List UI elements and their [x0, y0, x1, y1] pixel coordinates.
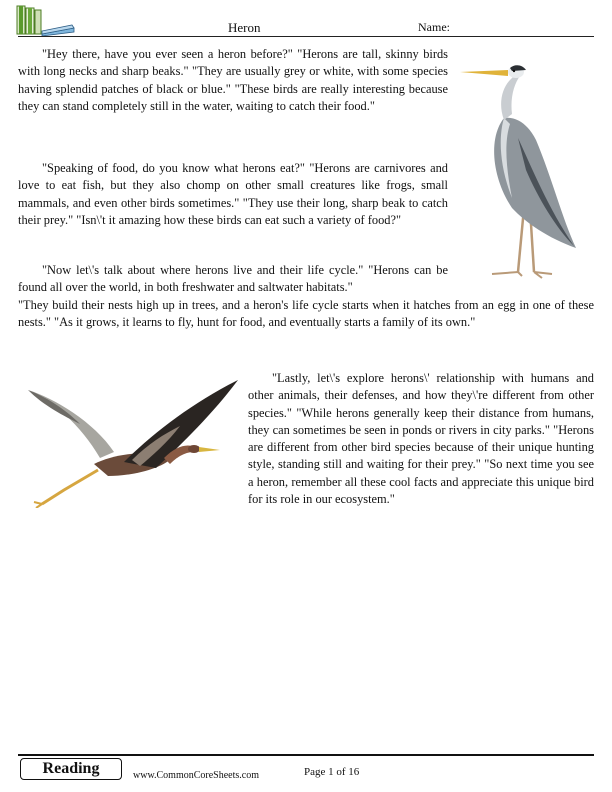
paragraph-habitat-lead: "Now let\'s talk about where herons live and their life cycle." "Herons can be found all over the world, in both freshwater and saltwater habitats." — [18, 263, 448, 295]
paragraph-diet: "Speaking of food, do you know what herons eat?" "Herons are carnivores and love to eat fish, but they also chomp on other small creatures like frogs, small mammals, and even other birds sometimes." "They use their long, sharp beak to catch their prey." "Isn\'t it amazing how these birds can eat such a variety of food?" — [18, 161, 448, 227]
header-divider — [18, 36, 594, 37]
standing-heron-illustration — [452, 58, 590, 280]
site-url[interactable]: www.CommonCoreSheets.com — [133, 770, 260, 781]
paragraph-habitat-rest: "They build their nests high up in trees, and a heron's life cycle starts when it hatches from an egg in one of these nests." "As it grows, it learns to fly, hunt for food, and eventually starts a family of its own." — [18, 297, 594, 329]
page-title: Heron — [228, 20, 261, 35]
footer-divider — [18, 754, 594, 756]
paragraph-relationships: "Lastly, let\'s explore herons\' relationship with humans and other animals, their defenses, and how they\'re different from other species." "While herons generally keep their distance from humans, they can sometimes be seen in ponds or rivers in city parks." "Herons are different from other bird species because of their unique hunting style, standing still and waiting for their prey." "So next time you see a heron, remember all these cool facts and appreciate this unique bird for its role in our ecosystem." — [248, 371, 594, 507]
page-number: Page 1 of 16 — [304, 766, 360, 778]
paragraph-appearance: "Hey there, have you ever seen a heron before?" "Herons are tall, skinny birds with long necks and sharp beaks." "They are usually grey or white, with some species having splendid patches of black or blue." "These birds are really interesting because they can stand completely still in the water, waiting to catch their food." — [18, 47, 448, 113]
books-icon — [16, 4, 76, 36]
reading-badge: Reading — [20, 758, 122, 780]
name-label: Name: — [418, 20, 450, 34]
page-header — [0, 0, 612, 40]
flying-heron-illustration — [24, 372, 244, 508]
